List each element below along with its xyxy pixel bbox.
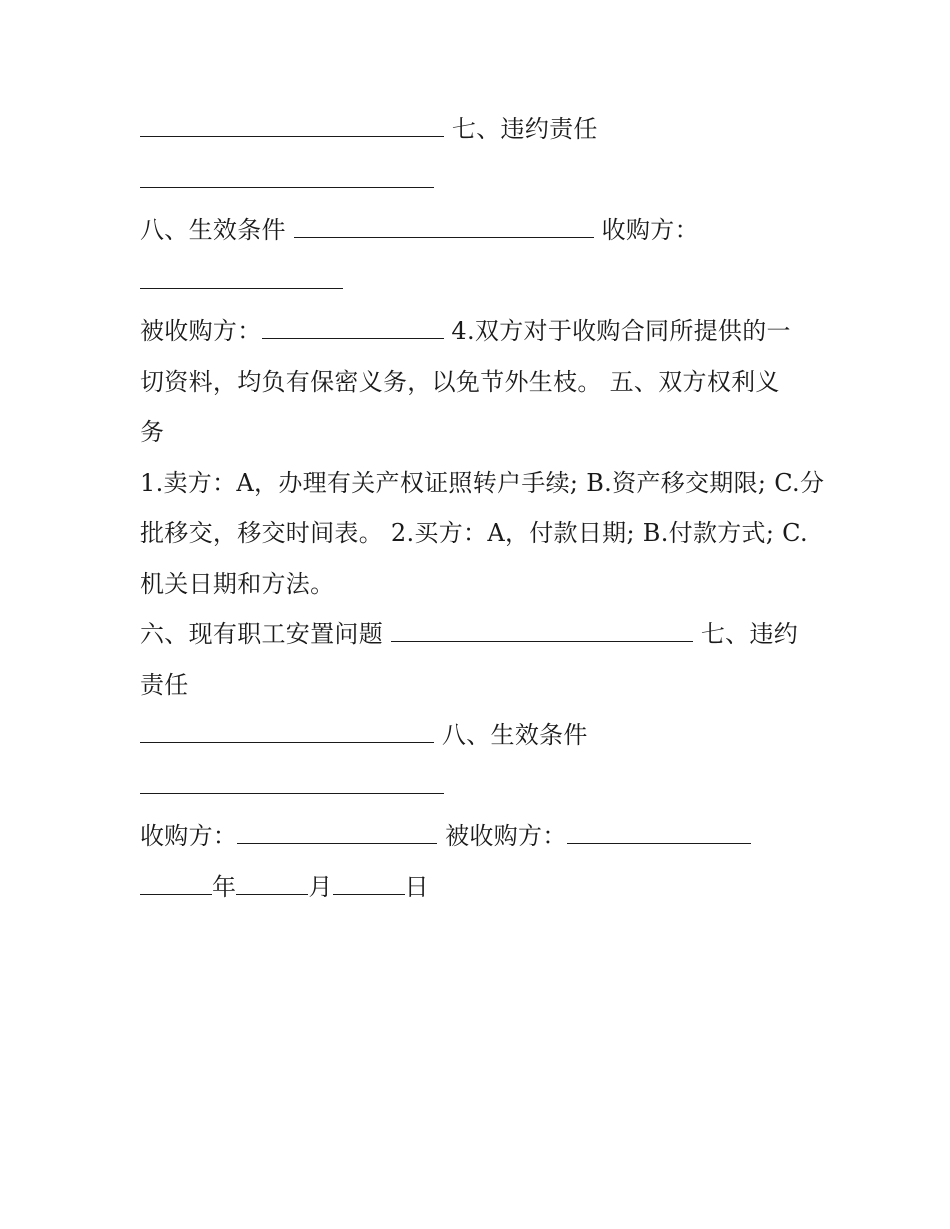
text-line-13	[140, 710, 808, 761]
fill-in-blank[interactable]	[237, 821, 437, 844]
text-line-11	[140, 609, 808, 660]
text-line-1	[140, 104, 808, 155]
fill-in-blank[interactable]	[294, 215, 594, 238]
month-label: 月	[308, 872, 333, 901]
label-acquirer: 收购方：	[140, 822, 238, 850]
text-line-14	[140, 761, 808, 812]
text-line-8: 1.卖方：A，办理有关产权证照转户手续; B.资产移交期限; C.分	[140, 468, 825, 497]
fill-in-blank[interactable]	[567, 821, 751, 844]
fill-in-blank[interactable]	[391, 619, 693, 642]
fill-in-blank[interactable]	[140, 266, 343, 289]
fill-in-blank[interactable]	[140, 114, 444, 137]
section-heading-effective-conditions: 八、生效条件	[434, 721, 588, 749]
text-line-15	[140, 811, 808, 862]
paragraph-confidentiality: 4.双方对于收购合同所提供的一	[443, 317, 791, 345]
text-line-3	[140, 205, 808, 256]
text-line-5	[140, 306, 808, 357]
text-line-9: 批移交，移交时间表。 2.买方：A，付款日期; B.付款方式; C.	[140, 519, 808, 547]
day-blank[interactable]	[333, 872, 405, 895]
fill-in-blank[interactable]	[262, 316, 444, 339]
text-line-2	[140, 155, 808, 206]
label-acquiree: 被收购方：	[140, 317, 262, 345]
day-label: 日	[404, 872, 429, 901]
section-heading-effective-conditions: 八、生效条件	[140, 216, 294, 244]
fill-in-blank[interactable]	[140, 771, 444, 794]
month-blank[interactable]	[236, 872, 308, 895]
label-acquirer: 收购方：	[593, 216, 699, 244]
year-blank[interactable]	[140, 872, 212, 895]
date-line	[140, 862, 808, 913]
year-label: 年	[212, 872, 237, 901]
document-body	[140, 104, 825, 912]
text-line-12: 责任	[140, 670, 189, 699]
text-line-10: 机关日期和方法。	[140, 569, 335, 598]
label-acquiree: 被收购方：	[437, 822, 567, 850]
text-line-6: 切资料，均负有保密义务，以免节外生枝。 五、双方权利义	[140, 367, 780, 396]
section-heading-breach-liability: 七、违约责任	[444, 115, 598, 143]
text-line-7: 务	[140, 418, 165, 446]
fill-in-blank[interactable]	[140, 720, 434, 743]
section-heading-staff-placement: 六、现有职工安置问题	[140, 620, 391, 648]
section-heading-breach: 七、违约	[692, 620, 799, 648]
fill-in-blank[interactable]	[140, 165, 434, 188]
text-line-4	[140, 256, 808, 307]
